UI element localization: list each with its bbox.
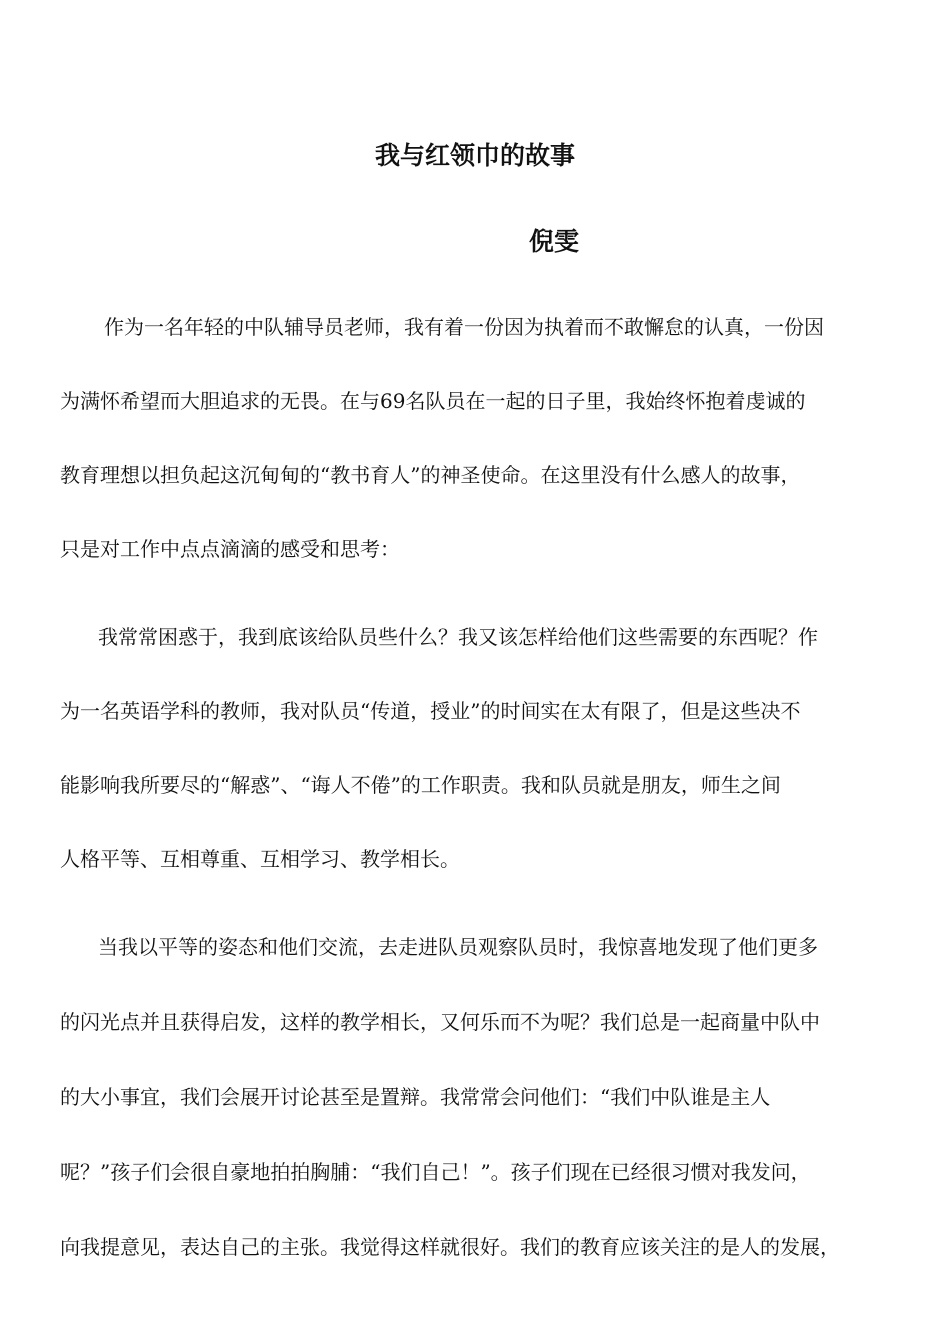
paragraph-1-line-4: 只是对工作中点点滴滴的感受和思考： [60, 537, 400, 561]
author-name: 倪雯 [529, 227, 580, 256]
paragraph-3-line-3: 的大小事宜，我们会展开讨论甚至是置辩。我常常会问他们：“我们中队谁是主人 [60, 1085, 771, 1109]
paragraph-2-line-3: 能影响我所要尽的“解惑”、“诲人不倦”的工作职责。我和队员就是朋友，师生之间 [60, 773, 781, 797]
paragraph-3-line-1: 当我以平等的姿态和他们交流，去走进队员观察队员时，我惊喜地发现了他们更多 [98, 935, 818, 959]
paragraph-1-line-2: 为满怀希望而大胆追求的无畏。在与69名队员在一起的日子里，我始终怀抱着虔诚的 [60, 389, 806, 413]
paragraph-1-line-3: 教育理想以担负起这沉甸甸的“教书育人”的神圣使命。在这里没有什么感人的故事， [60, 463, 801, 487]
paragraph-2-line-4: 人格平等、互相尊重、互相学习、教学相长。 [60, 847, 460, 871]
document-title: 我与红领巾的故事 [374, 141, 575, 170]
paragraph-2-line-2: 为一名英语学科的教师，我对队员“传道，授业”的时间实在太有限了，但是这些决不 [60, 699, 801, 723]
paragraph-3-line-5: 向我提意见，表达自己的主张。我觉得这样就很好。我们的教育应该关注的是人的发展， [60, 1235, 840, 1259]
paragraph-1-line-1: 作为一名年轻的中队辅导员老师，我有着一份因为执着而不敢懈怠的认真，一份因 [104, 315, 824, 339]
paragraph-3-line-2: 的闪光点并且获得启发，这样的教学相长，又何乐而不为呢？我们总是一起商量中队中 [60, 1010, 820, 1034]
paragraph-3-line-4: 呢？”孩子们会很自豪地拍拍胸脯：“我们自己！”。孩子们现在已经很习惯对我发问， [60, 1160, 811, 1184]
paragraph-2-line-1: 我常常困惑于，我到底该给队员些什么？我又该怎样给他们这些需要的东西呢？作 [98, 625, 818, 649]
